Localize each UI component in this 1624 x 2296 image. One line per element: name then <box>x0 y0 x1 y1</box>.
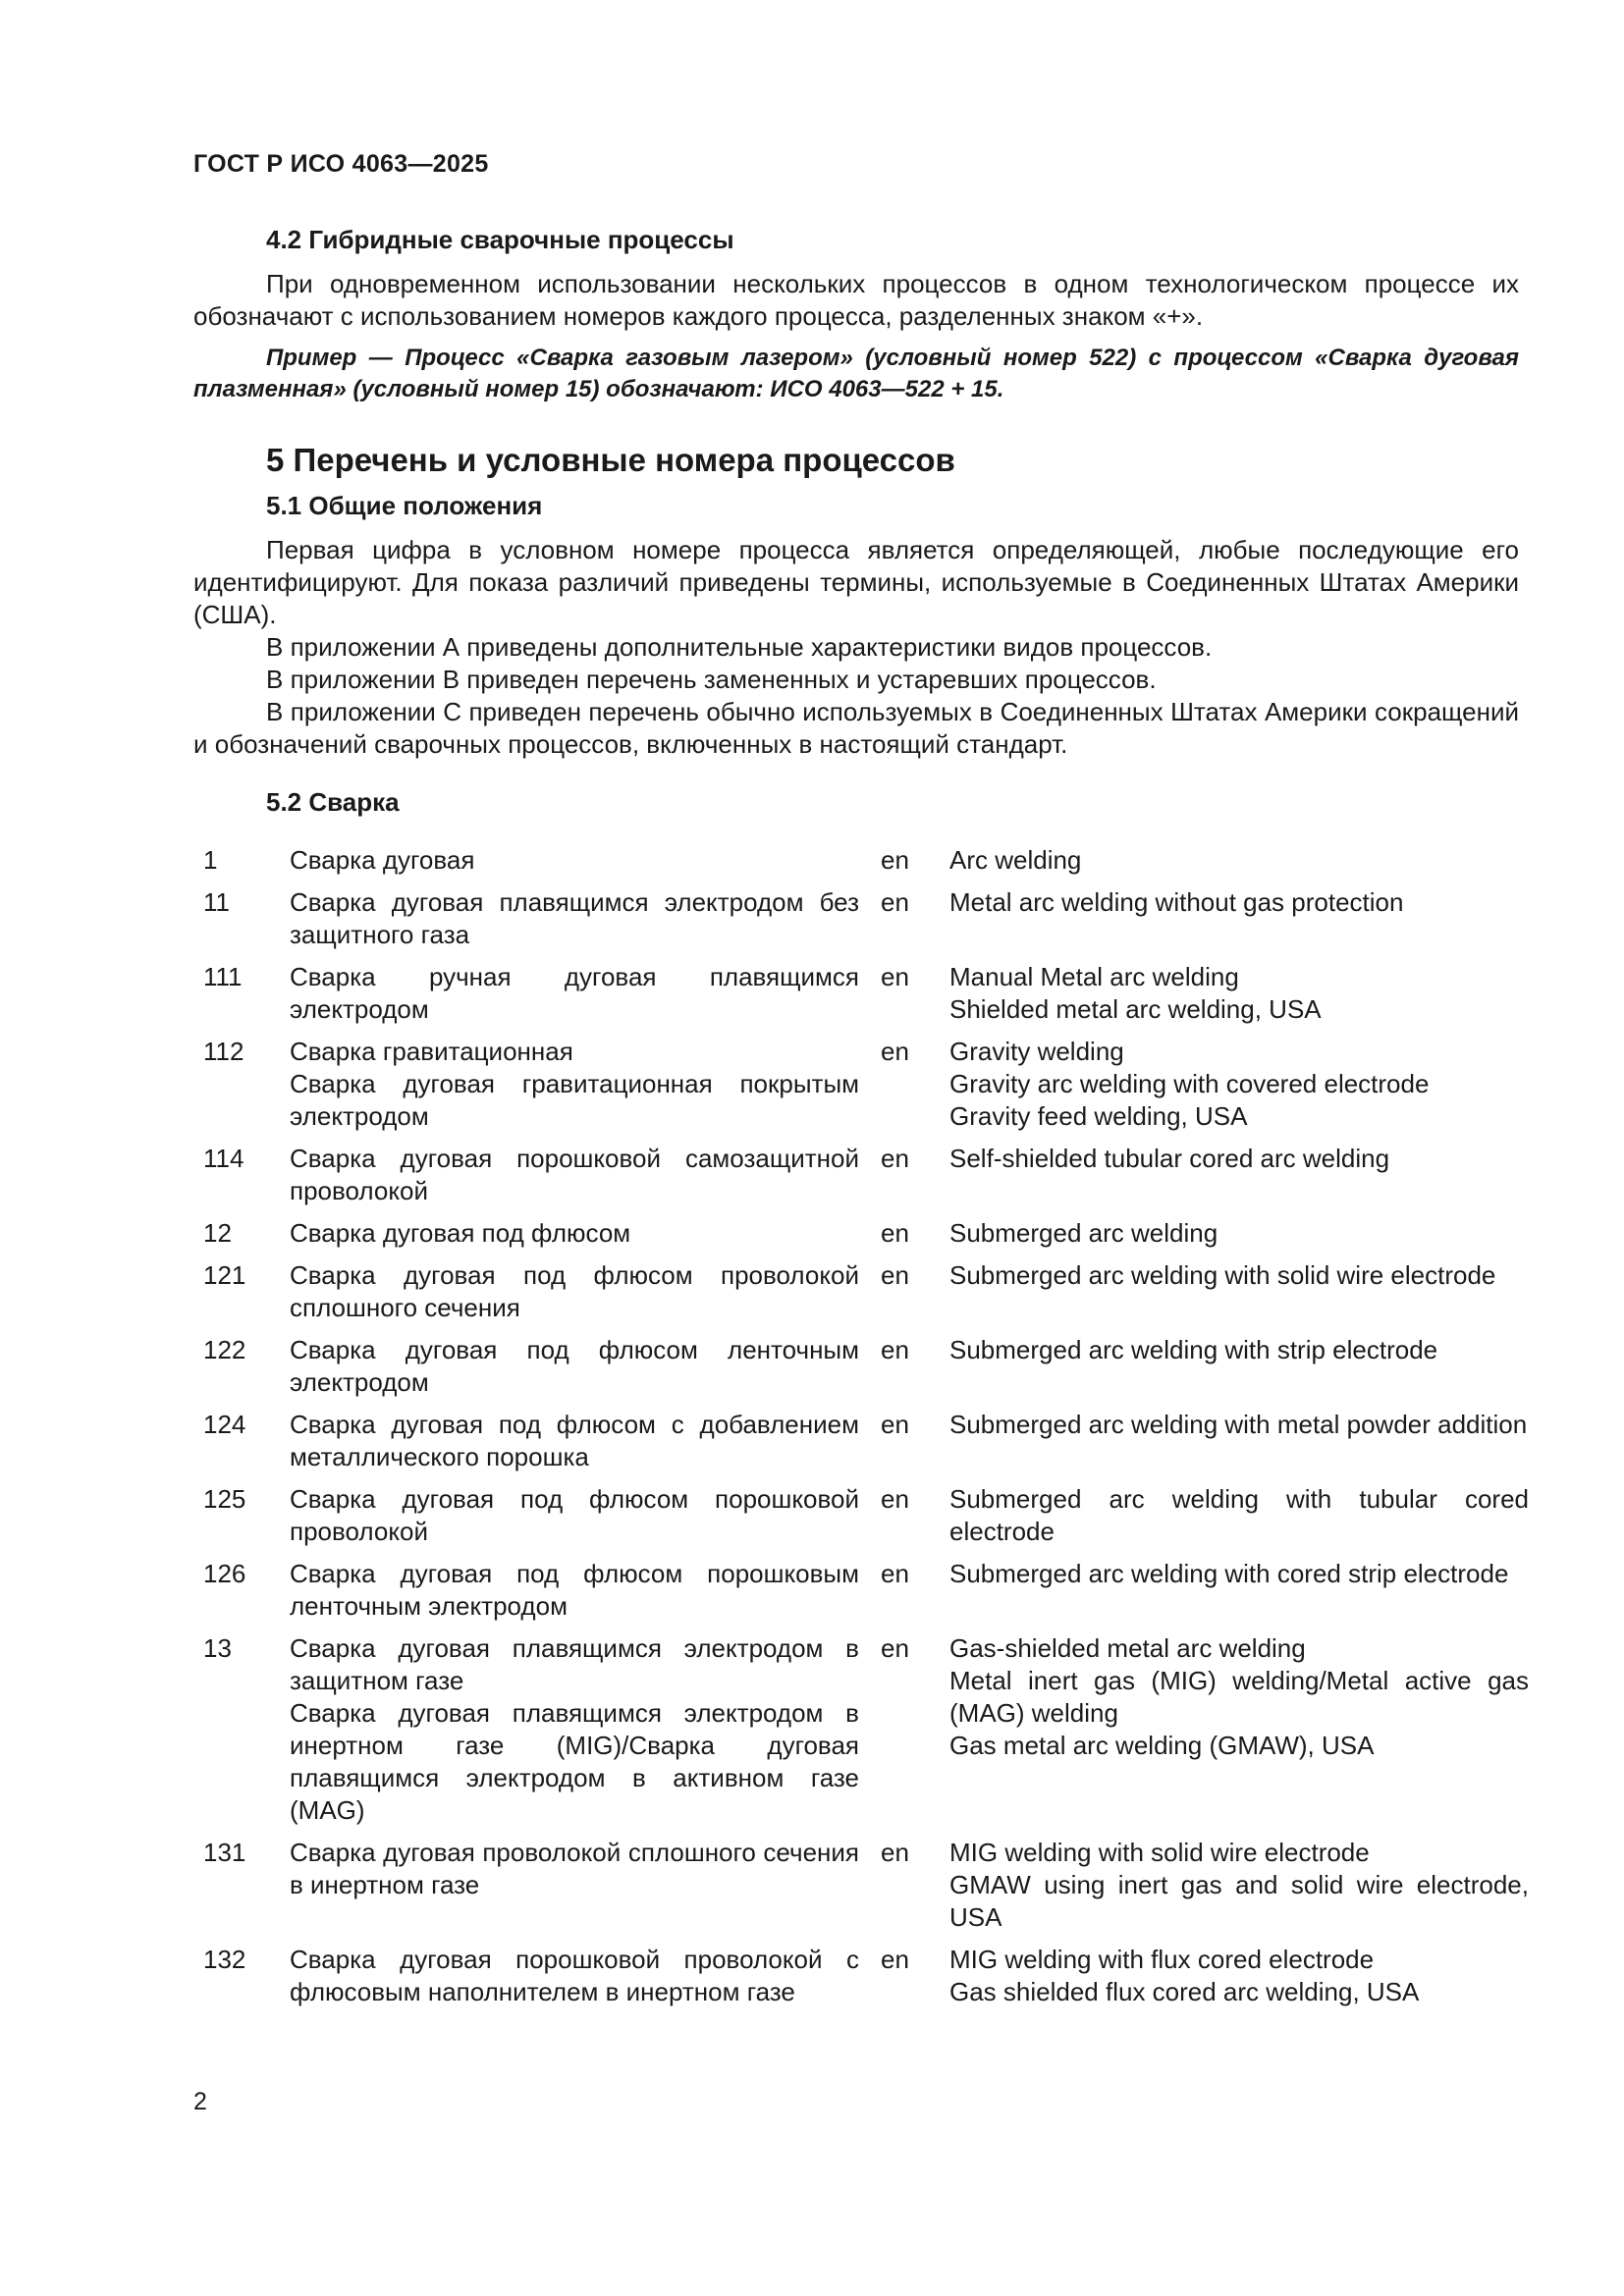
page-number: 2 <box>193 2088 207 2115</box>
process-name-ru <box>290 886 859 961</box>
process-number: 121 <box>203 1260 246 1290</box>
process-name-ru-line: Сварка гравитационная <box>290 1037 573 1066</box>
language-code: en <box>881 1484 909 1514</box>
language-code: en <box>881 1838 909 1867</box>
table-row <box>203 961 1529 1036</box>
section-4-2-heading: 4.2 Гибридные сварочные процессы <box>266 225 734 254</box>
section-5-1-paragraph: В приложении С приведен перечень обычно используемых в Соединенных Штатах Америки сокращений и обозначений сварочных процессов, включенных в настоящий стандарт. <box>193 697 1519 759</box>
section-5-heading: 5 Перечень и условные номера процессов <box>266 442 955 478</box>
process-number: 132 <box>203 1945 246 1974</box>
process-name-en <box>949 1259 1529 1334</box>
table-row <box>203 1259 1529 1334</box>
process-name-en-line: Manual Metal arc welding <box>949 962 1239 991</box>
process-number: 131 <box>203 1838 246 1867</box>
table-row <box>203 1036 1529 1143</box>
section-5-1-paragraph: В приложении В приведен перечень замененных и устаревших процессов. <box>266 665 1157 694</box>
process-name-ru <box>290 1334 859 1409</box>
process-name-en-line: Metal inert gas (MIG) welding/Metal active gas (MAG) welding <box>949 1666 1529 1728</box>
process-name-en-line: Submerged arc welding with tubular cored electrode <box>949 1484 1529 1546</box>
process-name-ru-line: Сварка дуговая порошковой самозащитной проволокой <box>290 1144 859 1205</box>
process-name-en <box>949 1944 1529 2018</box>
process-name-en <box>949 1036 1529 1143</box>
process-number: 125 <box>203 1484 246 1514</box>
process-number: 114 <box>203 1144 244 1173</box>
process-number: 124 <box>203 1410 246 1439</box>
process-name-en-line: Submerged arc welding with strip electrode <box>949 1335 1438 1364</box>
table-row <box>203 1334 1529 1409</box>
table-row <box>203 1632 1529 1837</box>
process-number: 11 <box>203 887 230 917</box>
table-row <box>203 844 1529 886</box>
process-number: 112 <box>203 1037 244 1066</box>
process-name-en-line: Shielded metal arc welding, USA <box>949 994 1322 1024</box>
process-name-ru-line: Сварка дуговая плавящимся электродом в инертном газе (MIG)/Сварка дуговая плавящимся электродом в активном газе (MAG) <box>290 1698 859 1825</box>
document-body <box>193 224 1529 2018</box>
table-row <box>203 1409 1529 1483</box>
process-name-en-line: Gravity arc welding with covered electrode <box>949 1069 1430 1098</box>
process-name-ru-line: Сварка дуговая под флюсом ленточным электродом <box>290 1335 859 1397</box>
process-name-en <box>949 1558 1529 1632</box>
process-name-ru-line: Сварка ручная дуговая плавящимся электродом <box>290 962 859 1024</box>
table-row <box>203 1217 1529 1259</box>
table-row <box>203 886 1529 961</box>
process-name-en-line: Self-shielded tubular cored arc welding <box>949 1144 1390 1173</box>
process-name-ru <box>290 1143 859 1217</box>
process-name-en <box>949 1217 1529 1259</box>
process-name-ru-line: Сварка дуговая проволокой сплошного сечения в инертном газе <box>290 1838 859 1899</box>
language-code: en <box>881 845 909 875</box>
process-name-ru <box>290 1558 859 1632</box>
process-name-ru-line: Сварка дуговая под флюсом с добавлением металлического порошка <box>290 1410 859 1471</box>
language-code: en <box>881 1037 909 1066</box>
process-name-ru <box>290 1483 859 1558</box>
process-name-en-line: Arc welding <box>949 845 1082 875</box>
process-name-en <box>949 961 1529 1036</box>
language-code: en <box>881 1559 909 1588</box>
section-4-2-example: Пример — Процесс «Сварка газовым лазером» (условный номер 522) с процессом «Сварка дуговая плазменная» (условный номер 15) обозначают: ИСО 4063—522 + 15. <box>193 345 1519 402</box>
language-code: en <box>881 1945 909 1974</box>
process-name-en <box>949 1334 1529 1409</box>
process-name-ru <box>290 1944 859 2018</box>
process-name-en-line: Submerged arc welding with cored strip electrode <box>949 1559 1509 1588</box>
document-code-header: ГОСТ Р ИСО 4063—2025 <box>193 150 489 178</box>
process-name-en-line: MIG welding with flux cored electrode <box>949 1945 1375 1974</box>
process-name-en-line: MIG welding with solid wire electrode <box>949 1838 1370 1867</box>
table-row <box>203 1837 1529 1944</box>
process-name-en-line: GMAW using inert gas and solid wire electrode, USA <box>949 1870 1529 1932</box>
table-row <box>203 1944 1529 2018</box>
section-5-1-paragraph: Первая цифра в условном номере процесса является определяющей, любые последующие его идентифицируют. Для показа различий приведены термины, используемые в Соединенных Штатах Америки (США). <box>193 535 1519 629</box>
table-row <box>203 1558 1529 1632</box>
process-name-ru-line: Сварка дуговая под флюсом порошковой проволокой <box>290 1484 859 1546</box>
process-number: 122 <box>203 1335 246 1364</box>
table-row <box>203 1143 1529 1217</box>
process-name-ru-line: Сварка дуговая порошковой проволокой с флюсовым наполнителем в инертном газе <box>290 1945 859 2006</box>
process-name-ru-line: Сварка дуговая плавящимся электродом в защитном газе <box>290 1633 859 1695</box>
process-number: 111 <box>203 962 243 991</box>
process-name-ru <box>290 1837 859 1944</box>
language-code: en <box>881 962 909 991</box>
process-name-ru-line: Сварка дуговая <box>290 845 475 875</box>
process-number: 126 <box>203 1559 246 1588</box>
process-number: 13 <box>203 1633 232 1663</box>
process-name-en-line: Gas shielded flux cored arc welding, USA <box>949 1977 1420 2006</box>
process-name-en-line: Gravity feed welding, USA <box>949 1101 1248 1131</box>
process-name-en <box>949 1409 1529 1483</box>
process-name-ru <box>290 1409 859 1483</box>
section-5-1-paragraph: В приложении А приведены дополнительные характеристики видов процессов. <box>266 632 1213 662</box>
language-code: en <box>881 1633 909 1663</box>
process-name-ru-line: Сварка дуговая плавящимся электродом без защитного газа <box>290 887 859 949</box>
language-code: en <box>881 1335 909 1364</box>
process-number: 12 <box>203 1218 232 1248</box>
process-name-en <box>949 1143 1529 1217</box>
language-code: en <box>881 1218 909 1248</box>
language-code: en <box>881 887 909 917</box>
process-name-en-line: Gravity welding <box>949 1037 1124 1066</box>
section-5-2-heading: 5.2 Сварка <box>266 787 400 817</box>
process-name-en <box>949 1483 1529 1558</box>
process-name-ru <box>290 1036 859 1143</box>
process-name-en <box>949 1837 1529 1944</box>
process-name-ru-line: Сварка дуговая гравитационная покрытым электродом <box>290 1069 859 1131</box>
process-name-en-line: Gas metal arc welding (GMAW), USA <box>949 1731 1375 1760</box>
process-name-ru-line: Сварка дуговая под флюсом <box>290 1218 631 1248</box>
process-name-en-line: Gas-shielded metal arc welding <box>949 1633 1306 1663</box>
process-name-ru <box>290 961 859 1036</box>
language-code: en <box>881 1410 909 1439</box>
process-name-en-line: Metal arc welding without gas protection <box>949 887 1404 917</box>
process-name-en <box>949 1632 1529 1837</box>
language-code: en <box>881 1144 909 1173</box>
section-5-1-heading: 5.1 Общие положения <box>266 491 543 520</box>
process-name-en-line: Submerged arc welding with solid wire electrode <box>949 1260 1496 1290</box>
language-code: en <box>881 1260 909 1290</box>
process-name-ru-line: Сварка дуговая под флюсом порошковым ленточным электродом <box>290 1559 859 1621</box>
process-table <box>203 844 1529 2018</box>
process-name-ru-line: Сварка дуговая под флюсом проволокой сплошного сечения <box>290 1260 859 1322</box>
process-name-en <box>949 844 1529 886</box>
process-name-en-line: Submerged arc welding with metal powder addition <box>949 1410 1528 1439</box>
process-number: 1 <box>203 845 218 875</box>
process-name-ru <box>290 1632 859 1837</box>
section-4-2-paragraph: При одновременном использовании нескольких процессов в одном технологическом процессе их обозначают с использованием номеров каждого процесса, разделенных знаком «+». <box>193 269 1519 331</box>
process-name-ru <box>290 844 859 886</box>
process-name-en <box>949 886 1529 961</box>
process-name-ru <box>290 1217 859 1259</box>
process-name-en-line: Submerged arc welding <box>949 1218 1218 1248</box>
process-name-ru <box>290 1259 859 1334</box>
table-row <box>203 1483 1529 1558</box>
